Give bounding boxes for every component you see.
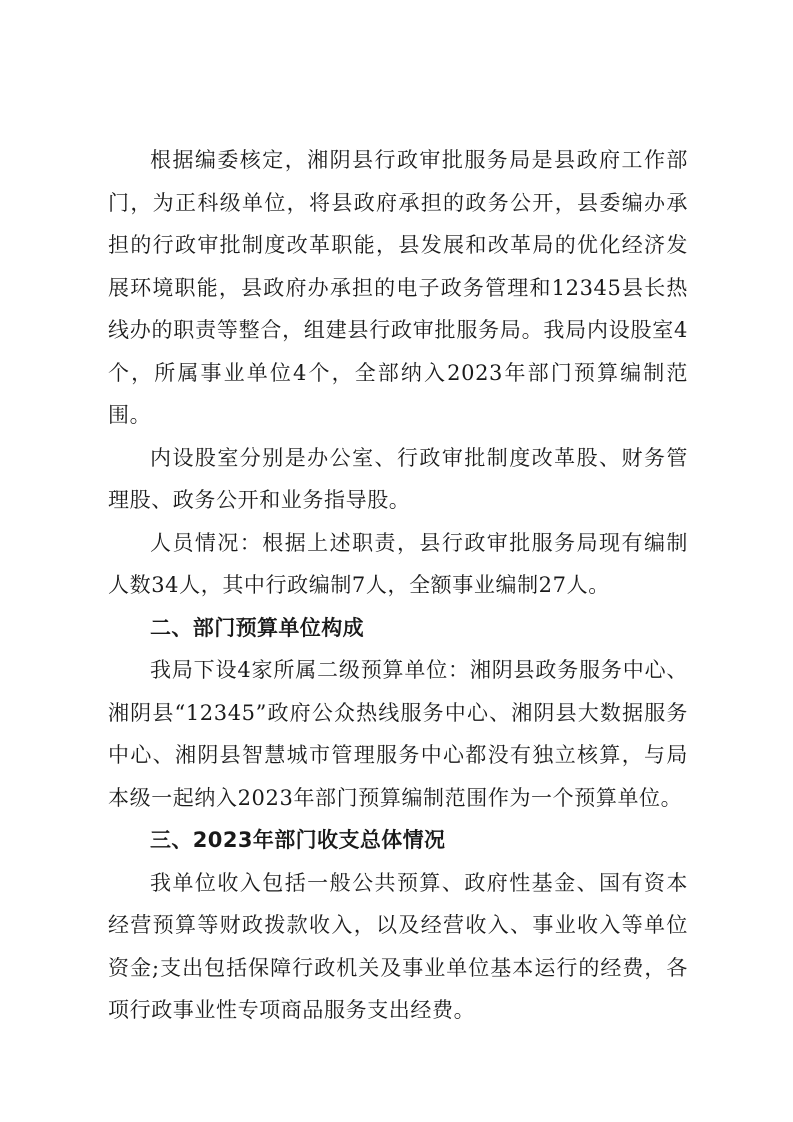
document-page — [108, 139, 688, 1032]
para-budget-units: 我局下设4家所属二级预算单位：湘阴县政务服务中心、湘阴县“12345”政府公众热线服务中心、湘阴县大数据服务中心、湘阴县智慧城市管理服务中心都没有独立核算，与局本级一起纳入2023年部门预算编制范围作为一个预算单位。 — [108, 658, 688, 810]
section-heading-budget-units: 二、部门预算单位构成 — [150, 615, 364, 640]
para-functions: 根据编委核定，湘阴县行政审批服务局是县政府工作部门，为正科级单位，将县政府承担的政务公开，县委编办承担的行政审批制度改革职能，县发展和改革局的优化经济发展环境职能，县政府办承担的电子政务管理和12345县长热线办的职责等整合，组建县行政审批服务局。我局内设股室4个，所属事业单位4个，全部纳入2023年部门预算编制范围。 — [108, 148, 688, 427]
para-staffing: 人员情况：根据上述职责，县行政审批服务局现有编制人数34人，其中行政编制7人，全额事业编制27人。 — [108, 530, 688, 597]
para-internal-units: 内设股室分别是办公室、行政审批制度改革股、财务管理股、政务公开和业务指导股。 — [108, 445, 688, 512]
section-heading-overall-budget: 三、2023年部门收支总体情况 — [150, 828, 446, 852]
para-revenue-expenditure: 我单位收入包括一般公共预算、政府性基金、国有资本经营预算等财政拨款收入，以及经营收入、事业收入等单位资金;支出包括保障行政机关及事业单位基本运行的经费，各项行政事业性专项商品服务支出经费。 — [108, 870, 688, 1022]
